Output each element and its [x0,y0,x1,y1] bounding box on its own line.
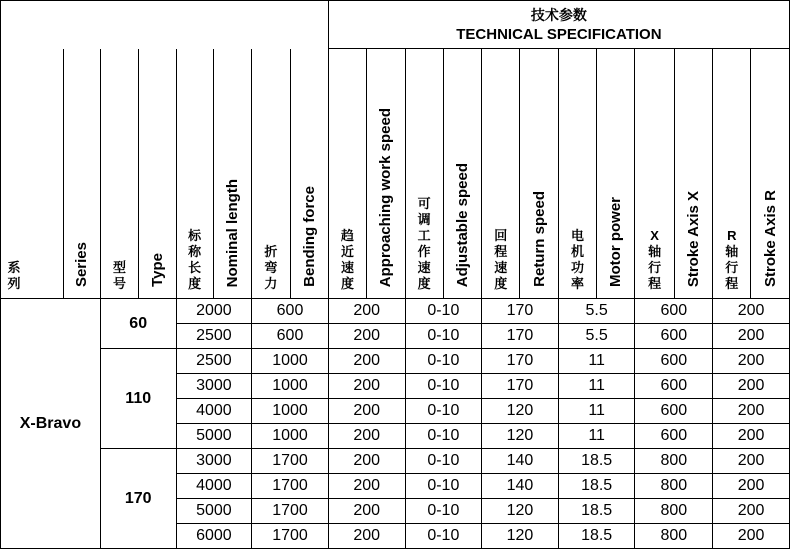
stroke-x-cell: 600 [635,299,713,324]
motor-power-cell: 11 [558,399,635,424]
table-row [1,349,790,374]
stroke-x-cell: 800 [635,499,713,524]
stroke-r-cell: 200 [713,324,790,349]
adjustable-speed-cell: 0-10 [405,449,482,474]
header-blank [1,1,329,49]
force-cell: 1700 [252,474,329,499]
stroke-r-cell: 200 [713,499,790,524]
col-motor-cn: 电机功率 [558,49,596,299]
approach-speed-cell: 200 [328,524,405,549]
col-series-en: Series [63,49,100,299]
force-cell: 1000 [252,374,329,399]
adjustable-speed-cell: 0-10 [405,324,482,349]
col-approach-en: Approaching work speed [367,49,405,299]
stroke-r-cell: 200 [713,299,790,324]
length-cell: 6000 [176,524,252,549]
motor-power-cell: 18.5 [558,474,635,499]
length-cell: 4000 [176,399,252,424]
adjustable-speed-cell: 0-10 [405,474,482,499]
col-type-en: Type [139,49,176,299]
force-cell: 600 [252,324,329,349]
stroke-x-cell: 800 [635,449,713,474]
approach-speed-cell: 200 [328,399,405,424]
adjustable-speed-cell: 0-10 [405,499,482,524]
type-cell: 60 [100,299,176,349]
adjustable-speed-cell: 0-10 [405,399,482,424]
force-cell: 1700 [252,524,329,549]
approach-speed-cell: 200 [328,474,405,499]
stroke-x-cell: 600 [635,424,713,449]
stroke-r-cell: 200 [713,474,790,499]
stroke-r-cell: 200 [713,349,790,374]
return-speed-cell: 170 [482,324,559,349]
adjustable-speed-cell: 0-10 [405,299,482,324]
force-cell: 600 [252,299,329,324]
length-cell: 2000 [176,299,252,324]
col-strokex-cn: X轴行程 [635,49,674,299]
stroke-r-cell: 200 [713,399,790,424]
approach-speed-cell: 200 [328,424,405,449]
motor-power-cell: 5.5 [558,324,635,349]
stroke-x-cell: 800 [635,474,713,499]
return-speed-cell: 170 [482,299,559,324]
force-cell: 1000 [252,349,329,374]
approach-speed-cell: 200 [328,324,405,349]
col-length-en: Nominal length [213,49,251,299]
return-speed-cell: 120 [482,399,559,424]
col-stroker-en: Stroke Axis R [751,49,790,299]
return-speed-cell: 120 [482,524,559,549]
adjustable-speed-cell: 0-10 [405,424,482,449]
length-cell: 2500 [176,349,252,374]
force-cell: 1700 [252,449,329,474]
spec-title-cn: 技术参数 [530,6,587,23]
stroke-x-cell: 600 [635,324,713,349]
series-name-cell: X-Bravo [1,299,101,549]
col-type-cn: 型号 [100,49,138,299]
stroke-x-cell: 600 [635,374,713,399]
motor-power-cell: 18.5 [558,499,635,524]
col-stroker-cn: R轴行程 [713,49,751,299]
length-cell: 3000 [176,374,252,399]
motor-power-cell: 11 [558,424,635,449]
stroke-r-cell: 200 [713,524,790,549]
force-cell: 1000 [252,399,329,424]
approach-speed-cell: 200 [328,299,405,324]
length-cell: 5000 [176,424,252,449]
stroke-x-cell: 800 [635,524,713,549]
table-row [1,299,790,324]
col-motor-en: Motor power [597,49,635,299]
return-speed-cell: 140 [482,474,559,499]
col-approach-cn: 趋近速度 [328,49,366,299]
approach-speed-cell: 200 [328,449,405,474]
approach-speed-cell: 200 [328,499,405,524]
length-cell: 3000 [176,449,252,474]
col-force-en: Bending force [290,49,328,299]
motor-power-cell: 11 [558,374,635,399]
col-adjust-cn: 可调工作速度 [405,49,443,299]
table-row [1,449,790,474]
return-speed-cell: 170 [482,349,559,374]
col-series-cn: 系列 [1,49,64,299]
spec-title [328,1,789,49]
stroke-r-cell: 200 [713,374,790,399]
stroke-r-cell: 200 [713,449,790,474]
motor-power-cell: 18.5 [558,449,635,474]
col-adjust-en: Adjustable speed [443,49,481,299]
col-force-cn: 折弯力 [252,49,290,299]
approach-speed-cell: 200 [328,349,405,374]
return-speed-cell: 170 [482,374,559,399]
spec-title-en: TECHNICAL SPECIFICATION [456,25,662,43]
col-length-cn: 标称长度 [176,49,213,299]
force-cell: 1000 [252,424,329,449]
col-return-en: Return speed [520,49,558,299]
motor-power-cell: 11 [558,349,635,374]
return-speed-cell: 120 [482,499,559,524]
length-cell: 4000 [176,474,252,499]
length-cell: 5000 [176,499,252,524]
adjustable-speed-cell: 0-10 [405,524,482,549]
motor-power-cell: 18.5 [558,524,635,549]
stroke-r-cell: 200 [713,424,790,449]
stroke-x-cell: 600 [635,399,713,424]
length-cell: 2500 [176,324,252,349]
motor-power-cell: 5.5 [558,299,635,324]
force-cell: 1700 [252,499,329,524]
return-speed-cell: 120 [482,424,559,449]
adjustable-speed-cell: 0-10 [405,374,482,399]
type-cell: 170 [100,449,176,549]
col-strokex-en: Stroke Axis X [674,49,712,299]
stroke-x-cell: 600 [635,349,713,374]
return-speed-cell: 140 [482,449,559,474]
col-return-cn: 回程速度 [482,49,520,299]
adjustable-speed-cell: 0-10 [405,349,482,374]
type-cell: 110 [100,349,176,449]
approach-speed-cell: 200 [328,374,405,399]
